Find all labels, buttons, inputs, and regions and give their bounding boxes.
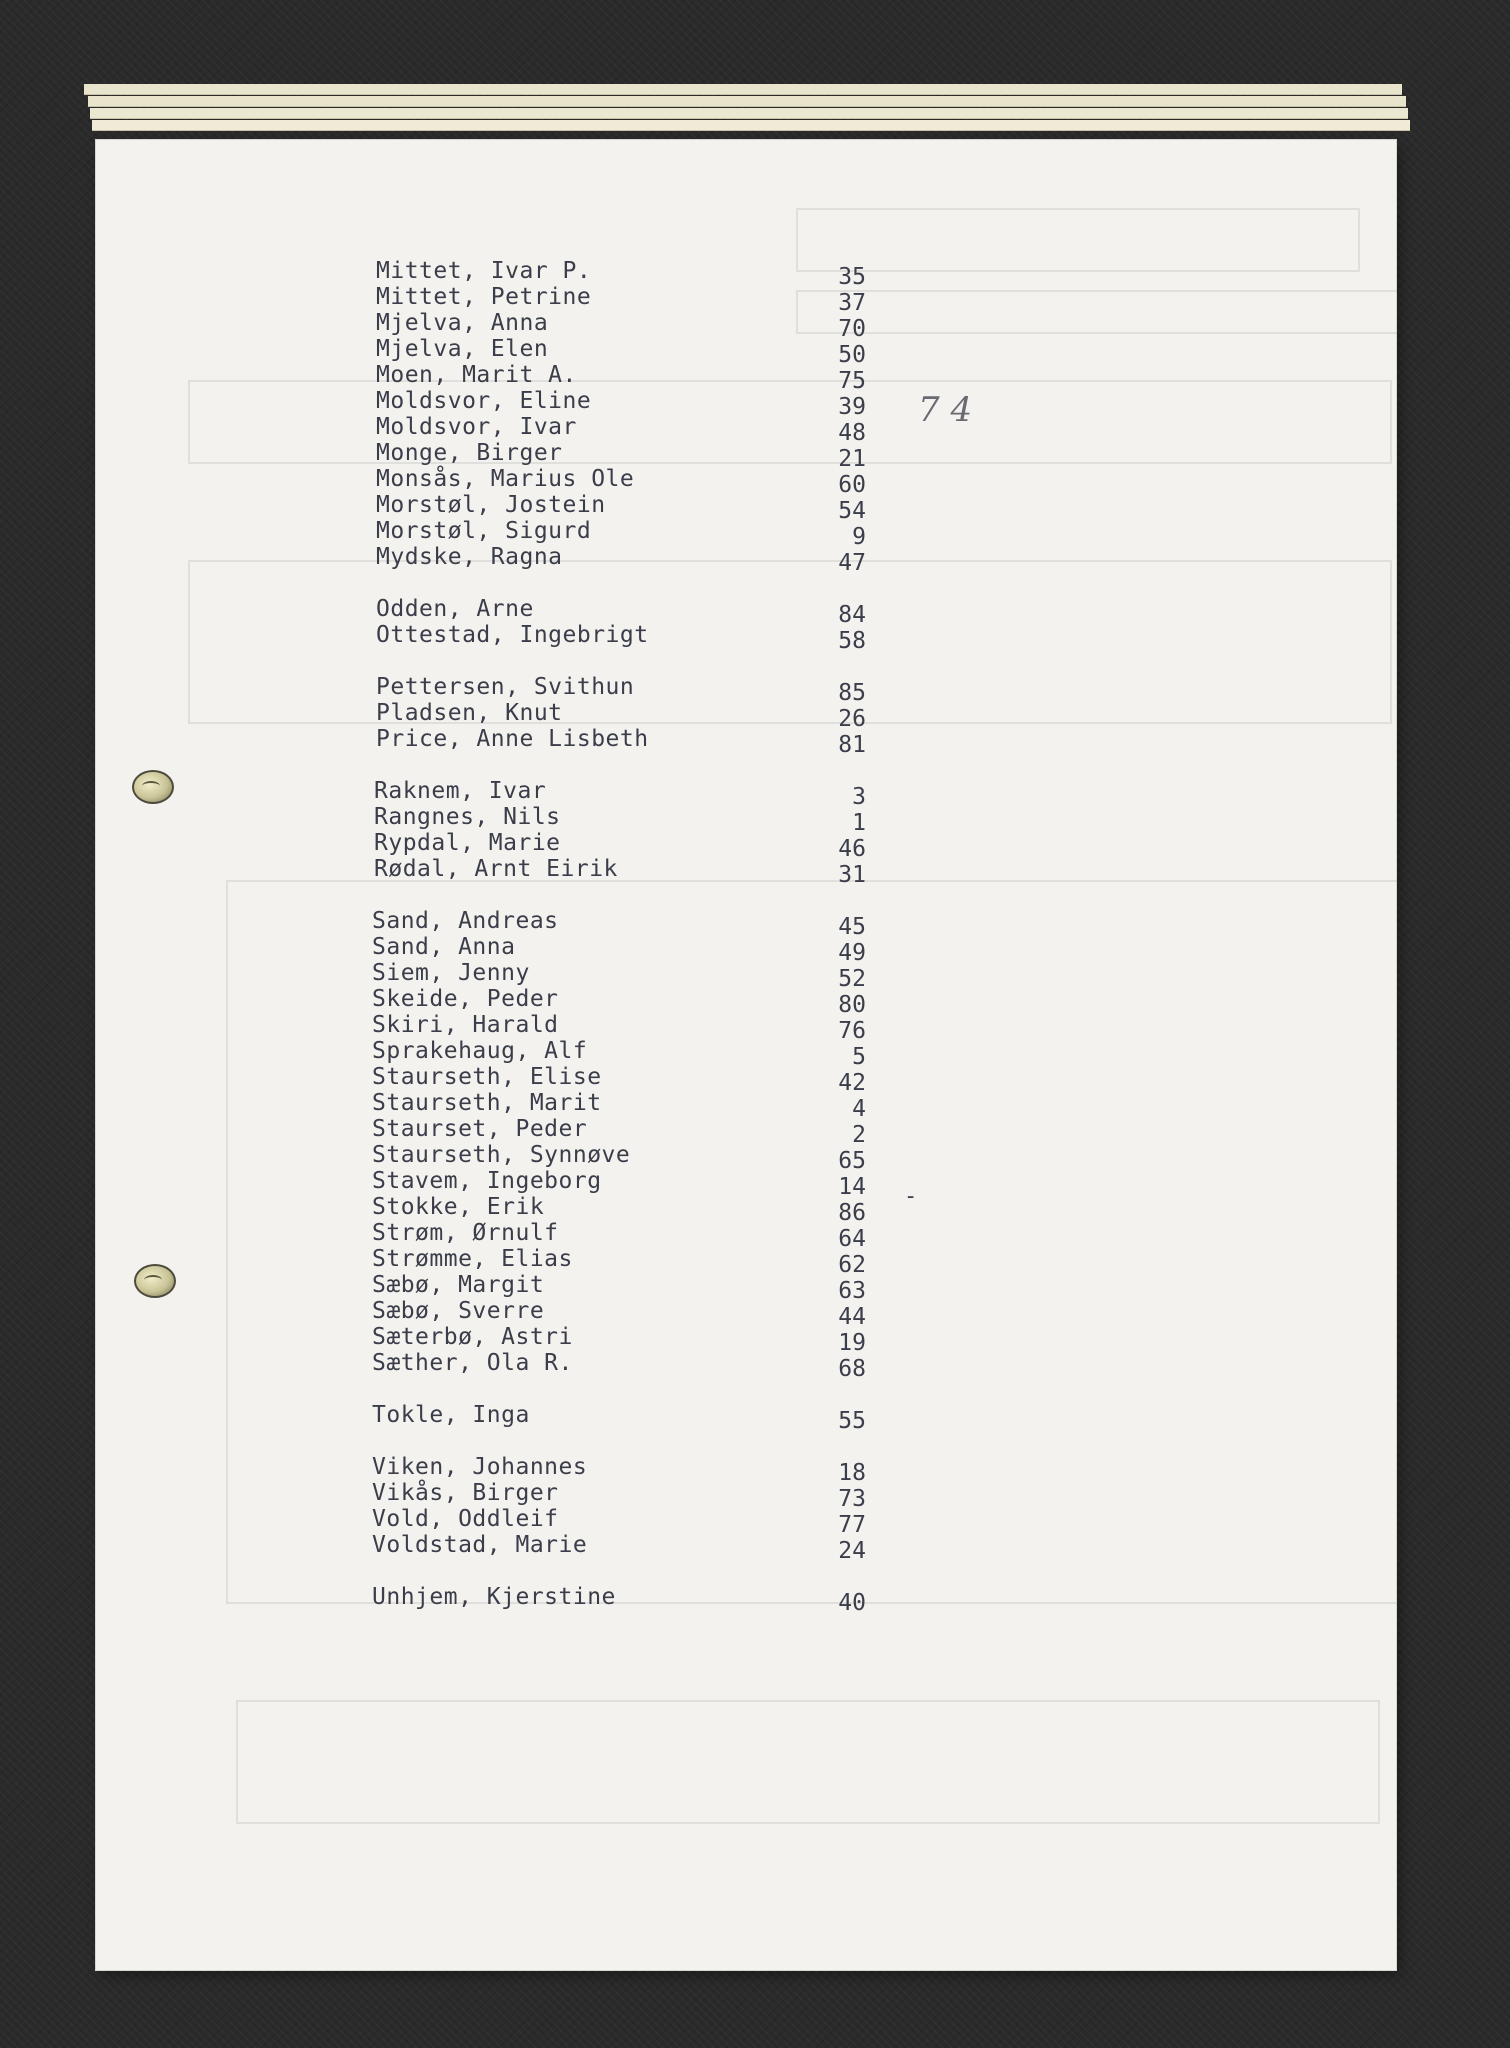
- entry-number: 85: [838, 680, 866, 706]
- list-item: [372, 1038, 1012, 1070]
- entry-number: 63: [838, 1278, 866, 1304]
- list-item: [376, 414, 1016, 446]
- entry-name: Rødal, Arnt Eirik: [374, 856, 618, 882]
- list-item: [376, 336, 1016, 368]
- entry-number: 3: [852, 784, 866, 810]
- entry-name: Stokke, Erik: [372, 1194, 545, 1220]
- entry-name: Raknem, Ivar: [374, 778, 547, 804]
- entry-name: Moldsvor, Ivar: [376, 414, 577, 440]
- entry-name: Mittet, Petrine: [376, 284, 592, 310]
- list-item: [372, 986, 1012, 1018]
- list-item: [372, 1324, 1012, 1356]
- entry-number: 14: [838, 1174, 866, 1200]
- entry-name: Moen, Marit A.: [376, 362, 577, 388]
- list-item: [376, 466, 1016, 498]
- list-item: [372, 1090, 1012, 1122]
- pencil-annotation: 7 4: [918, 390, 973, 430]
- entry-number: 76: [838, 1018, 866, 1044]
- entry-number: 68: [838, 1356, 866, 1382]
- entry-name: Morstøl, Sigurd: [376, 518, 592, 544]
- entry-number: 55: [838, 1408, 866, 1434]
- list-item: [376, 388, 1016, 420]
- paper-stack-edge: [88, 96, 1406, 107]
- entry-number: 44: [838, 1304, 866, 1330]
- entry-name: Vold, Oddleif: [372, 1506, 559, 1532]
- list-item: [372, 1064, 1012, 1096]
- list-item: [372, 1402, 1012, 1434]
- entry-name: Morstøl, Jostein: [376, 492, 606, 518]
- entry-number: 77: [838, 1512, 866, 1538]
- entry-number: 64: [838, 1226, 866, 1252]
- entry-number: 47: [838, 550, 866, 576]
- list-item: [372, 1246, 1012, 1278]
- entry-number: 58: [838, 628, 866, 654]
- list-item: [376, 362, 1016, 394]
- entry-name: Moldsvor, Eline: [376, 388, 592, 414]
- entry-number: 42: [838, 1070, 866, 1096]
- entry-number: 70: [838, 316, 866, 342]
- list-item: [372, 960, 1012, 992]
- entry-name: Staurset, Peder: [372, 1116, 588, 1142]
- list-item: [372, 908, 1012, 940]
- list-item: [372, 1298, 1012, 1330]
- entry-name: Price, Anne Lisbeth: [376, 726, 649, 752]
- entry-name: Sprakehaug, Alf: [372, 1038, 588, 1064]
- list-item: [376, 258, 1016, 290]
- entry-name: Monsås, Marius Ole: [376, 466, 635, 492]
- list-item: [372, 1506, 1012, 1538]
- entry-name: Stavem, Ingeborg: [372, 1168, 602, 1194]
- paper-stack-edge: [90, 108, 1408, 119]
- entry-number: 1: [852, 810, 866, 836]
- entry-name: Sæterbø, Astri: [372, 1324, 573, 1350]
- list-item: [376, 440, 1016, 472]
- list-item: [372, 1012, 1012, 1044]
- list-item: [376, 700, 1016, 732]
- entry-number: 26: [838, 706, 866, 732]
- list-item: [376, 622, 1016, 654]
- list-item: [376, 544, 1016, 576]
- list-item: [372, 1480, 1012, 1512]
- list-item: [372, 1168, 1012, 1200]
- entry-name: Strømme, Elias: [372, 1246, 573, 1272]
- entry-name: Strøm, Ørnulf: [372, 1220, 559, 1246]
- list-item: [376, 492, 1016, 524]
- entry-name: Skeide, Peder: [372, 986, 559, 1012]
- entry-name: Mydske, Ragna: [376, 544, 563, 570]
- entry-number: 62: [838, 1252, 866, 1278]
- list-item: [376, 284, 1016, 316]
- entry-name: Staurseth, Elise: [372, 1064, 602, 1090]
- entry-name: Vikås, Birger: [372, 1480, 559, 1506]
- entry-number: 2: [852, 1122, 866, 1148]
- list-item: [374, 778, 1014, 810]
- entry-number: 65: [838, 1148, 866, 1174]
- list-item: [376, 518, 1016, 550]
- entry-number: 39: [838, 394, 866, 420]
- entry-number: 31: [838, 862, 866, 888]
- entry-name: Sæbø, Margit: [372, 1272, 545, 1298]
- list-item: [374, 830, 1014, 862]
- list-item: [372, 1350, 1012, 1382]
- list-item: [374, 856, 1014, 888]
- list-item: [372, 1220, 1012, 1252]
- entry-number: 49: [838, 940, 866, 966]
- entry-number: 54: [838, 498, 866, 524]
- entry-name: Ottestad, Ingebrigt: [376, 622, 649, 648]
- paper-stack-edge: [92, 120, 1410, 131]
- entry-name: Tokle, Inga: [372, 1402, 530, 1428]
- paper-stack-edge: [84, 84, 1402, 95]
- name-number-list: [96, 140, 1396, 1970]
- list-item: [372, 1584, 1012, 1616]
- list-item: [372, 1116, 1012, 1148]
- entry-number: 40: [838, 1590, 866, 1616]
- entry-name: Pettersen, Svithun: [376, 674, 635, 700]
- entry-number: 80: [838, 992, 866, 1018]
- list-item: [376, 674, 1016, 706]
- entry-number: 75: [838, 368, 866, 394]
- entry-name: Unhjem, Kjerstine: [372, 1584, 616, 1610]
- entry-number: 18: [838, 1460, 866, 1486]
- list-item: [372, 934, 1012, 966]
- entry-number: 19: [838, 1330, 866, 1356]
- entry-name: Sæther, Ola R.: [372, 1350, 573, 1376]
- entry-number: 84: [838, 602, 866, 628]
- list-item: [376, 596, 1016, 628]
- entry-number: 52: [838, 966, 866, 992]
- entry-number: 5: [852, 1044, 866, 1070]
- entry-number: 50: [838, 342, 866, 368]
- entry-name: Staurseth, Synnøve: [372, 1142, 631, 1168]
- entry-number: 48: [838, 420, 866, 446]
- list-item: [372, 1194, 1012, 1226]
- entry-number: 45: [838, 914, 866, 940]
- list-item: [372, 1454, 1012, 1486]
- dash-mark: -: [904, 1184, 918, 1209]
- entry-number: 9: [852, 524, 866, 550]
- entry-number: 24: [838, 1538, 866, 1564]
- entry-number: 86: [838, 1200, 866, 1226]
- document-page: [96, 140, 1396, 1970]
- entry-number: 60: [838, 472, 866, 498]
- entry-name: Skiri, Harald: [372, 1012, 559, 1038]
- list-item: [372, 1532, 1012, 1564]
- list-item: [372, 1142, 1012, 1174]
- entry-name: Mjelva, Anna: [376, 310, 549, 336]
- entry-name: Voldstad, Marie: [372, 1532, 588, 1558]
- list-item: [376, 310, 1016, 342]
- list-item: [372, 1272, 1012, 1304]
- entry-name: Viken, Johannes: [372, 1454, 588, 1480]
- entry-name: Pladsen, Knut: [376, 700, 563, 726]
- entry-name: Monge, Birger: [376, 440, 563, 466]
- entry-name: Siem, Jenny: [372, 960, 530, 986]
- list-item: [376, 726, 1016, 758]
- entry-name: Sæbø, Sverre: [372, 1298, 545, 1324]
- entry-number: 46: [838, 836, 866, 862]
- entry-number: 21: [838, 446, 866, 472]
- entry-number: 73: [838, 1486, 866, 1512]
- entry-name: Sand, Andreas: [372, 908, 559, 934]
- entry-name: Staurseth, Marit: [372, 1090, 602, 1116]
- entry-number: 37: [838, 290, 866, 316]
- entry-name: Rangnes, Nils: [374, 804, 561, 830]
- entry-name: Rypdal, Marie: [374, 830, 561, 856]
- entry-number: 4: [852, 1096, 866, 1122]
- entry-name: Sand, Anna: [372, 934, 516, 960]
- entry-name: Mjelva, Elen: [376, 336, 549, 362]
- entry-number: 81: [838, 732, 866, 758]
- entry-number: 35: [838, 264, 866, 290]
- entry-name: Mittet, Ivar P.: [376, 258, 592, 284]
- entry-name: Odden, Arne: [376, 596, 534, 622]
- list-item: [374, 804, 1014, 836]
